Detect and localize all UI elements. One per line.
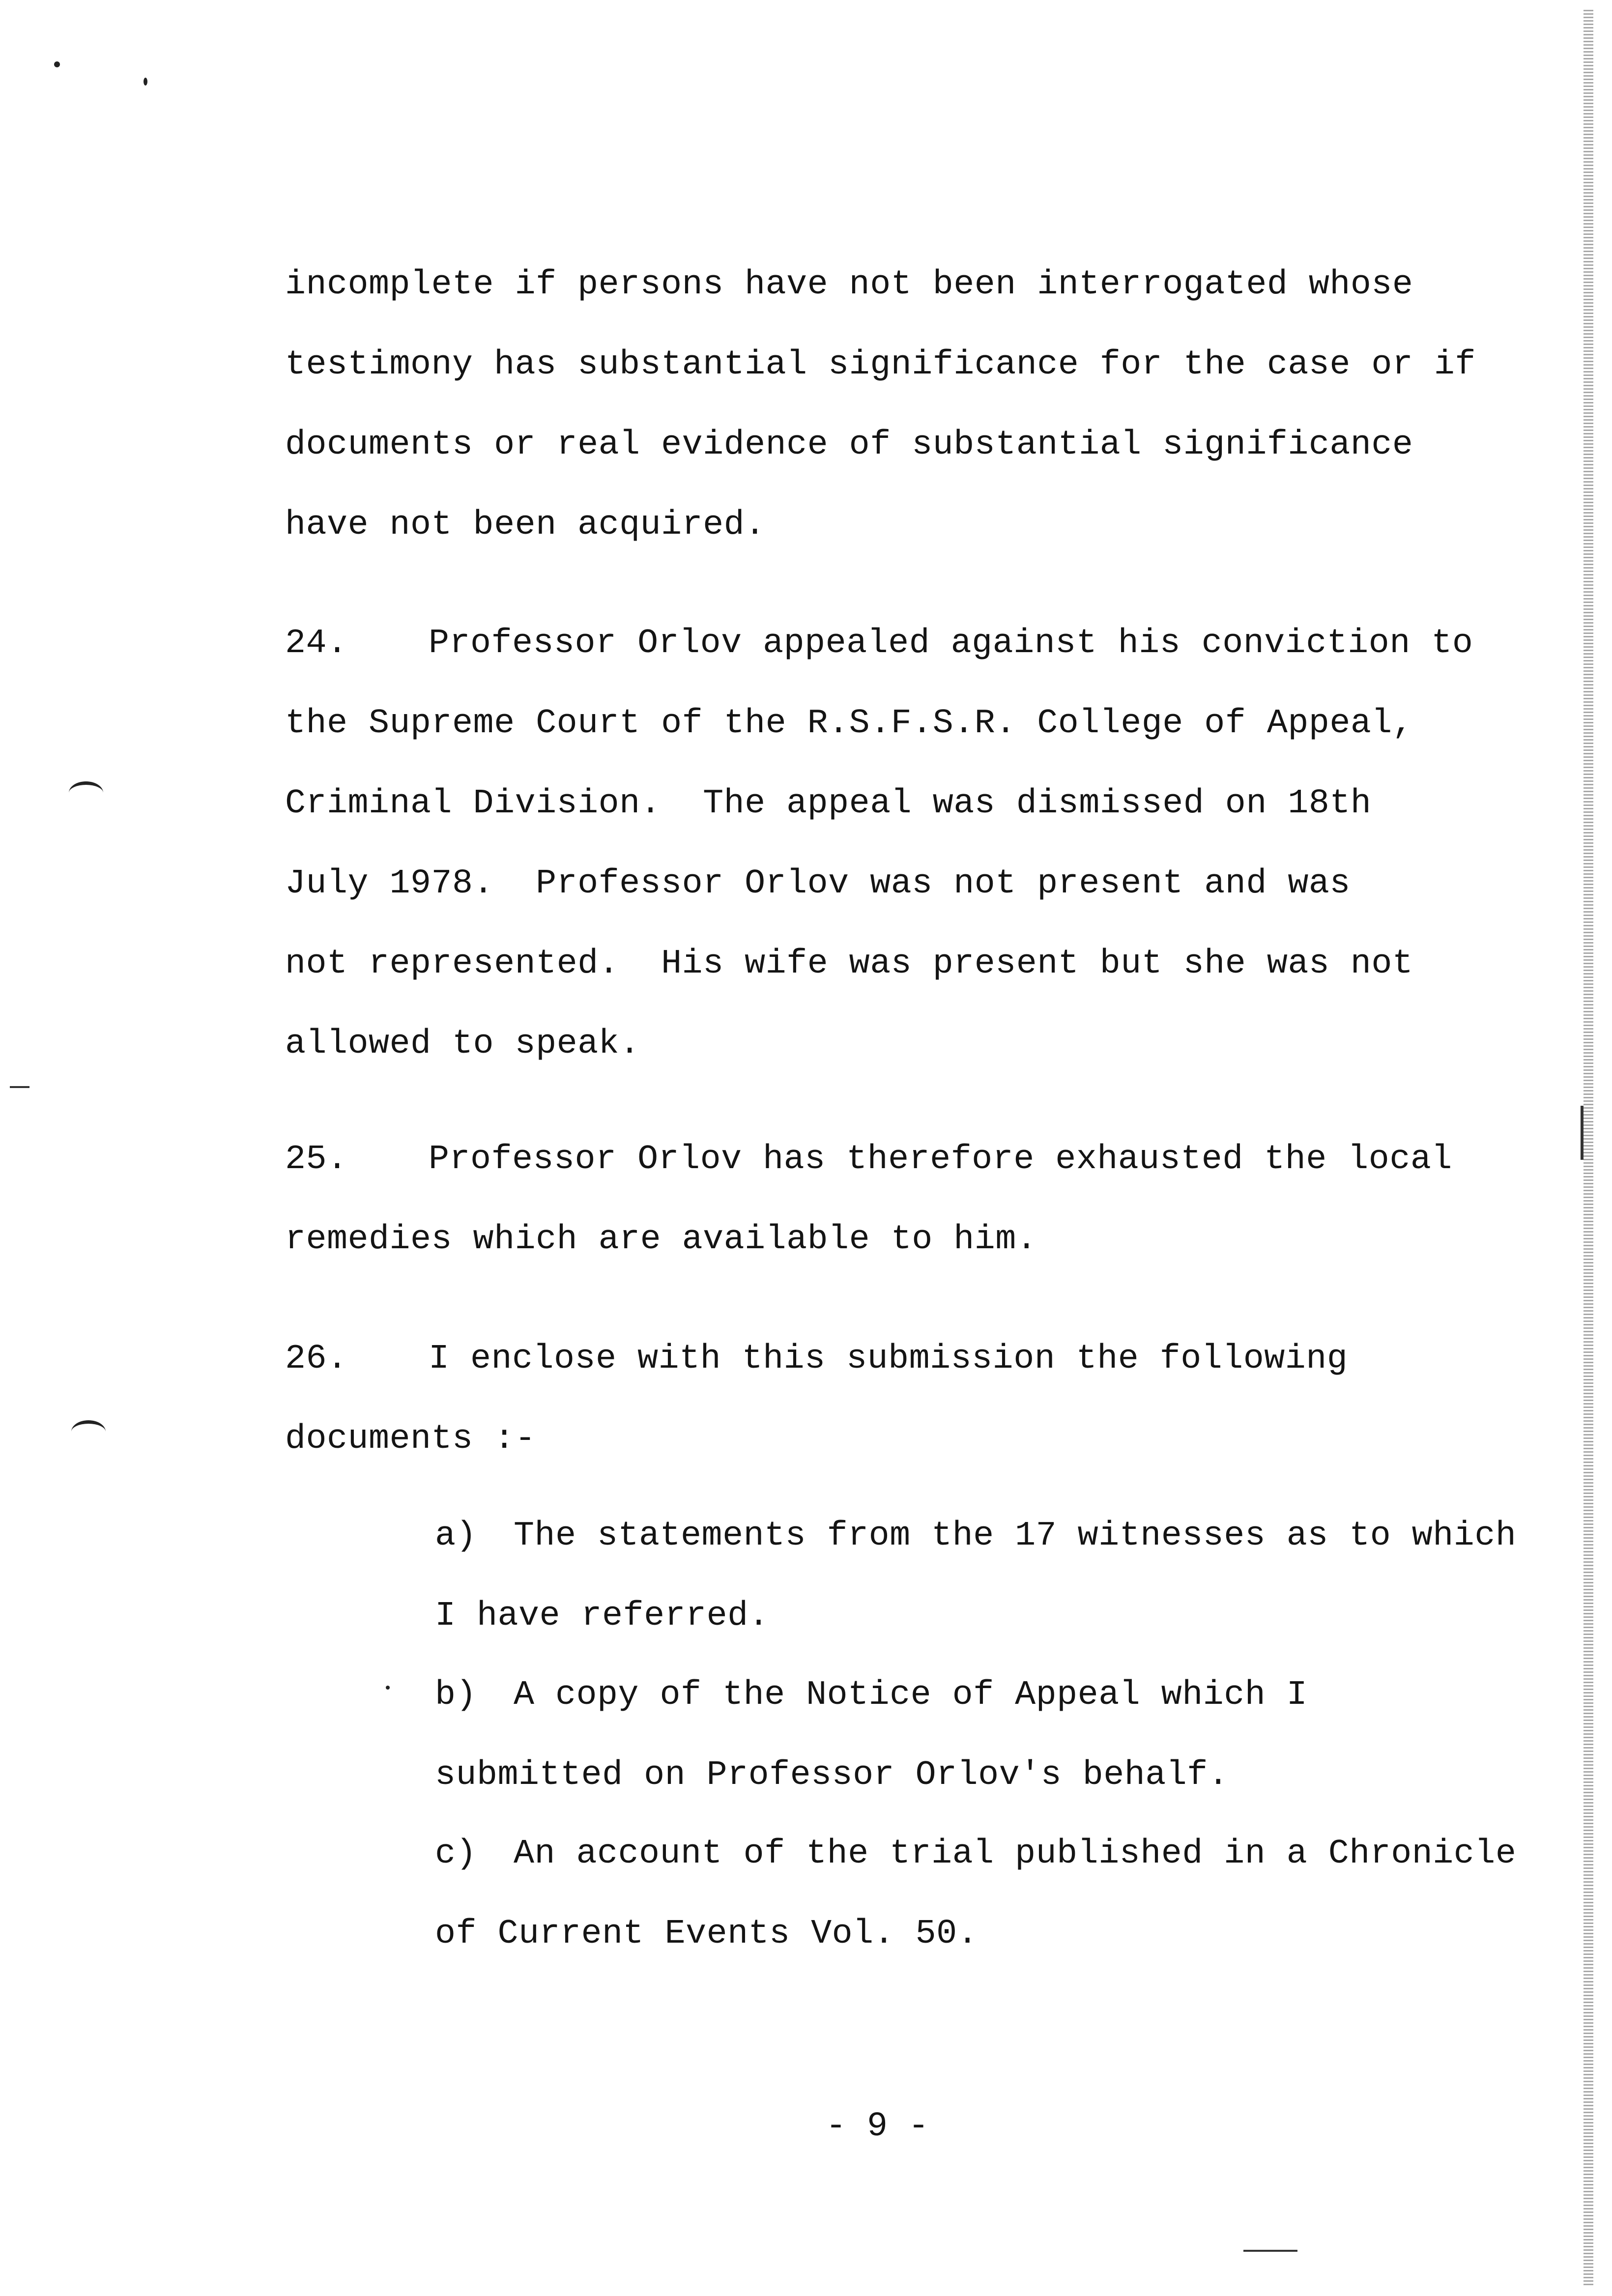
enclosure-item-line: submitted on Professor Orlov's behalf. [435,1756,1229,1795]
binding-strip [1583,10,1593,2285]
enclosure-item-line: of Current Events Vol. 50. [435,1915,979,1953]
paragraph-24-line: Criminal Division. The appeal was dismissed on 18th [285,784,1372,823]
body-line: documents or real evidence of substantial significance [285,426,1413,464]
scan-speck [144,78,147,86]
paragraph-25-line: 25. Professor Orlov has therefore exhausted the local [285,1140,1452,1179]
scan-dash-mark [1243,2250,1297,2252]
paragraph-24-line: not represented. His wife was present but she was not [285,945,1413,983]
scan-speck [54,61,60,67]
item-label: b) [435,1676,477,1715]
paragraph-number: 26. [285,1340,348,1378]
scan-dash-mark [10,1086,29,1088]
binding-edge-mark [1581,1106,1583,1160]
paragraph-24-line: July 1978. Professor Orlov was not present and was [285,864,1351,903]
paragraph-24-line: 24. Professor Orlov appealed against his conviction to [285,624,1473,663]
paragraph-26-line: 26. I enclose with this submission the following [285,1340,1348,1378]
body-line: incomplete if persons have not been interrogated whose [285,265,1413,304]
enclosure-item-line: I have referred. [435,1597,770,1636]
item-label: c) [435,1835,477,1873]
paragraph-number: 25. [285,1140,348,1179]
punch-hole-mark [71,1420,106,1443]
paragraph-24-line: allowed to speak. [285,1025,640,1063]
enclosure-item: a) The statements from the 17 witnesses as to which [435,1517,1517,1555]
enclosure-item: c) An account of the trial published in a Chronicle [435,1835,1517,1873]
paragraph-25-line: remedies which are available to him. [285,1220,1037,1259]
paragraph-number: 24. [285,624,348,663]
punch-hole-mark [69,781,103,804]
paragraph-26-line: documents :- [285,1420,536,1459]
item-label: a) [435,1517,477,1555]
body-line: testimony has substantial significance for the case or if [285,345,1476,384]
page-number: - 9 - [826,2107,929,2146]
paragraph-24-line: the Supreme Court of the R.S.F.S.R. College of Appeal, [285,704,1413,743]
body-line: have not been acquired. [285,506,766,545]
scan-speck [386,1686,390,1690]
enclosure-item: b) A copy of the Notice of Appeal which I [435,1676,1308,1715]
